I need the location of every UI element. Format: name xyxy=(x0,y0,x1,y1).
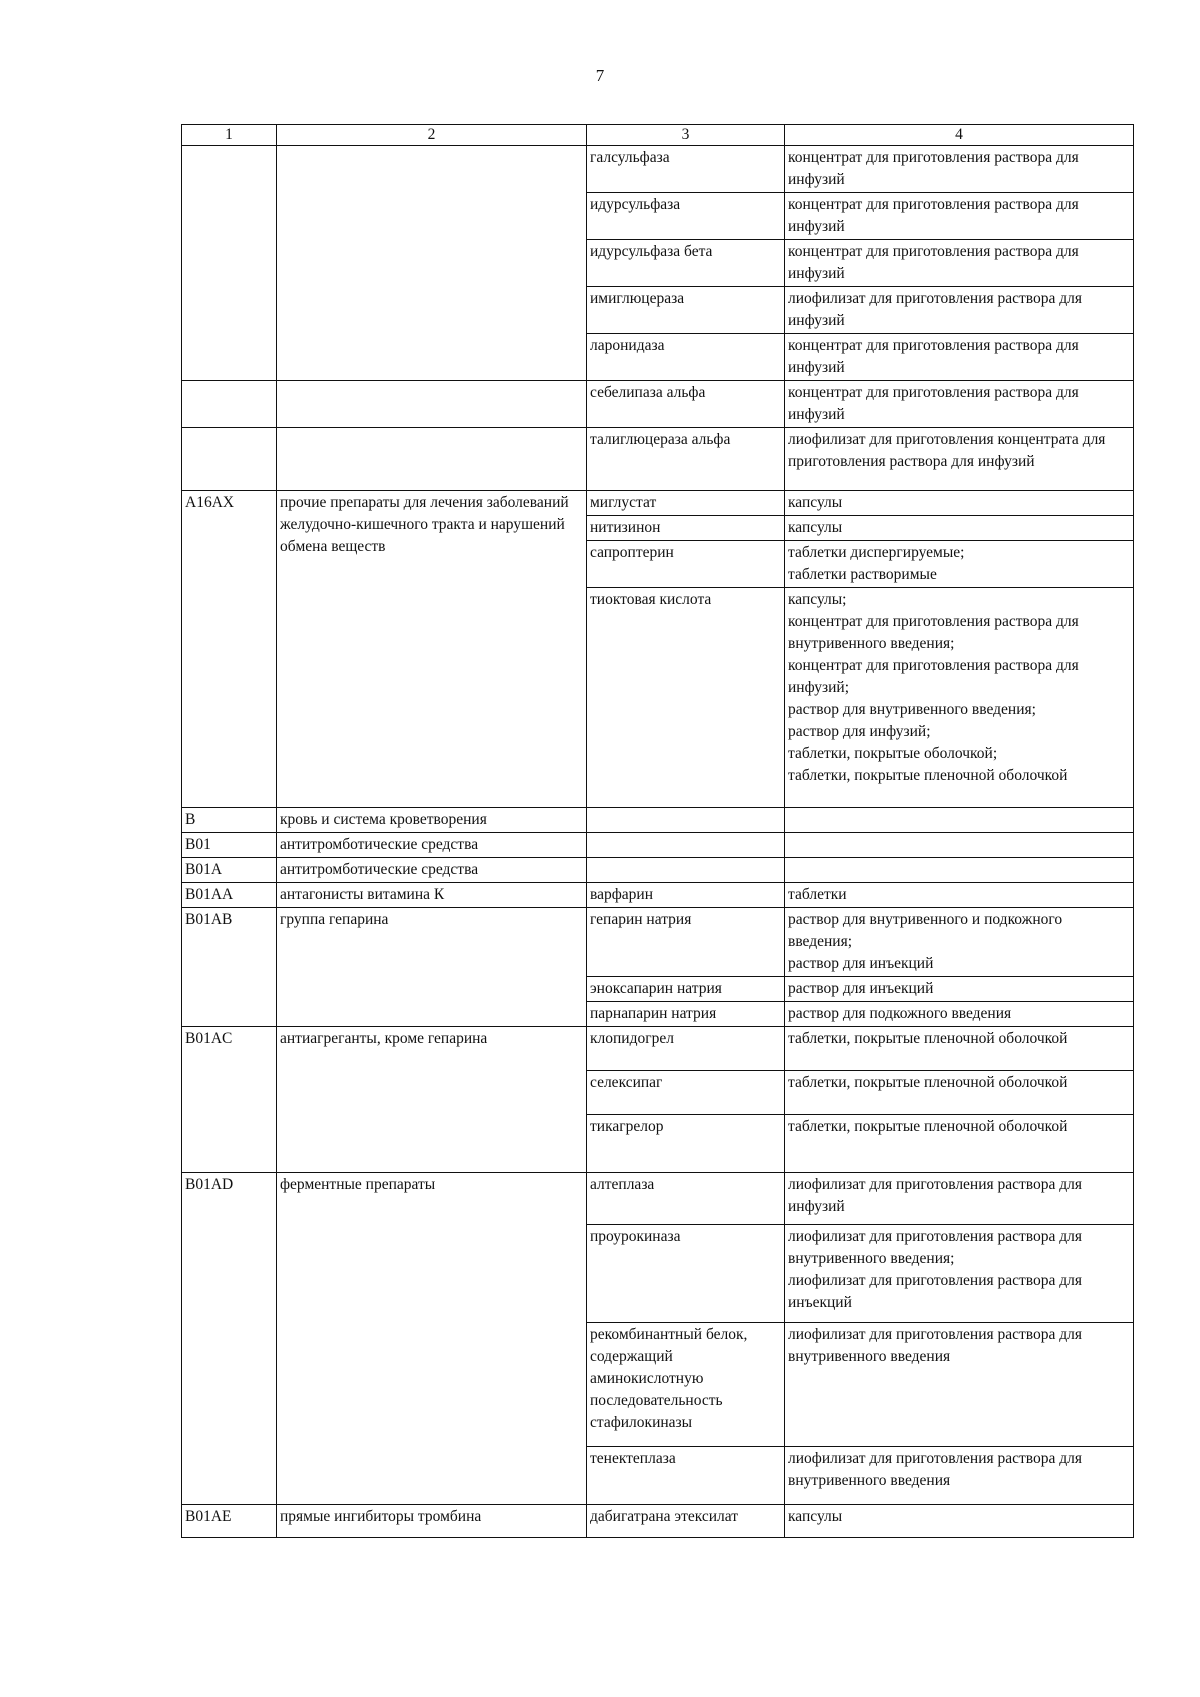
table-row xyxy=(182,883,1134,908)
atc-code-cell xyxy=(182,428,277,491)
table-row xyxy=(182,428,1134,491)
table-row xyxy=(182,381,1134,428)
group-name-cell xyxy=(277,428,587,491)
drug-name-cell xyxy=(587,833,785,858)
drug-name-cell: сапроптерин xyxy=(587,541,785,588)
drug-name-cell: варфарин xyxy=(587,883,785,908)
group-name-cell: группа гепарина xyxy=(277,908,587,1027)
dosage-form-cell: таблетки xyxy=(785,883,1134,908)
drug-name-cell: проурокиназа xyxy=(587,1225,785,1323)
table-row xyxy=(182,1173,1134,1225)
drug-name-cell: селексипаг xyxy=(587,1071,785,1115)
header-row xyxy=(182,125,1134,146)
dosage-form-cell: капсулы xyxy=(785,516,1134,541)
drug-name-cell: тенектеплаза xyxy=(587,1447,785,1505)
atc-code-cell: B xyxy=(182,808,277,833)
dosage-form-cell xyxy=(785,858,1134,883)
table-header xyxy=(182,125,1134,146)
atc-code-cell: B01AB xyxy=(182,908,277,1027)
drug-name-cell: идурсульфаза бета xyxy=(587,240,785,287)
group-name-cell: прямые ингибиторы тромбина xyxy=(277,1505,587,1538)
dosage-form-cell: лиофилизат для приготовления концентрата для приготовления раствора для инфузий xyxy=(785,428,1134,491)
dosage-form-cell: таблетки, покрытые пленочной оболочкой xyxy=(785,1071,1134,1115)
atc-code-cell xyxy=(182,146,277,381)
atc-code-cell xyxy=(182,381,277,428)
medication-table xyxy=(181,124,1134,1538)
table-row xyxy=(182,1027,1134,1071)
drug-name-cell: нитизинон xyxy=(587,516,785,541)
table-row xyxy=(182,146,1134,193)
dosage-form-cell xyxy=(785,808,1134,833)
dosage-form-cell: концентрат для приготовления раствора для инфузий xyxy=(785,334,1134,381)
drug-name-cell: миглустат xyxy=(587,491,785,516)
table-row xyxy=(182,1505,1134,1538)
header-col-2: 2 xyxy=(277,125,587,146)
dosage-form-cell: концентрат для приготовления раствора для инфузий xyxy=(785,146,1134,193)
group-name-cell xyxy=(277,146,587,381)
dosage-form-cell: капсулы xyxy=(785,491,1134,516)
dosage-form-cell: таблетки, покрытые пленочной оболочкой xyxy=(785,1115,1134,1173)
atc-code-cell: B01AE xyxy=(182,1505,277,1538)
table-body xyxy=(182,146,1134,1538)
dosage-form-cell: раствор для инъекций xyxy=(785,977,1134,1002)
atc-code-cell: B01AD xyxy=(182,1173,277,1505)
atc-code-cell: B01AA xyxy=(182,883,277,908)
dosage-form-cell: раствор для подкожного введения xyxy=(785,1002,1134,1027)
drug-name-cell: галсульфаза xyxy=(587,146,785,193)
group-name-cell: антагонисты витамина К xyxy=(277,883,587,908)
page-number: 7 xyxy=(595,66,605,85)
atc-code-cell: B01 xyxy=(182,833,277,858)
drug-name-cell: алтеплаза xyxy=(587,1173,785,1225)
drug-name-cell: парнапарин натрия xyxy=(587,1002,785,1027)
header-col-1: 1 xyxy=(182,125,277,146)
drug-name-cell: тикагрелор xyxy=(587,1115,785,1173)
drug-name-cell: имиглюцераза xyxy=(587,287,785,334)
group-name-cell: прочие препараты для лечения заболеваний желудочно-кишечного тракта и нарушений обмена веществ xyxy=(277,491,587,808)
table-row xyxy=(182,908,1134,977)
drug-name-cell: гепарин натрия xyxy=(587,908,785,977)
dosage-form-cell: раствор для внутривенного и подкожного введения; раствор для инъекций xyxy=(785,908,1134,977)
dosage-form-cell: лиофилизат для приготовления раствора для инфузий xyxy=(785,287,1134,334)
drug-name-cell: рекомбинантный белок, содержащий аминокислотную последовательность стафилокиназы xyxy=(587,1323,785,1447)
drug-name-cell xyxy=(587,858,785,883)
header-col-4: 4 xyxy=(785,125,1134,146)
drug-name-cell: себелипаза альфа xyxy=(587,381,785,428)
group-name-cell: антитромботические средства xyxy=(277,833,587,858)
dosage-form-cell xyxy=(785,833,1134,858)
drug-name-cell: тиоктовая кислота xyxy=(587,588,785,808)
dosage-form-cell: капсулы xyxy=(785,1505,1134,1538)
table-row xyxy=(182,858,1134,883)
group-name-cell: кровь и система кроветворения xyxy=(277,808,587,833)
dosage-form-cell: лиофилизат для приготовления раствора для внутривенного введения xyxy=(785,1447,1134,1505)
group-name-cell xyxy=(277,381,587,428)
dosage-form-cell: лиофилизат для приготовления раствора для внутривенного введения xyxy=(785,1323,1134,1447)
atc-code-cell: B01AC xyxy=(182,1027,277,1173)
group-name-cell: ферментные препараты xyxy=(277,1173,587,1505)
table-row xyxy=(182,833,1134,858)
header-col-3: 3 xyxy=(587,125,785,146)
dosage-form-cell: таблетки, покрытые пленочной оболочкой xyxy=(785,1027,1134,1071)
drug-name-cell: ларонидаза xyxy=(587,334,785,381)
dosage-form-cell: таблетки диспергируемые; таблетки растворимые xyxy=(785,541,1134,588)
dosage-form-cell: лиофилизат для приготовления раствора для инфузий xyxy=(785,1173,1134,1225)
dosage-form-cell: концентрат для приготовления раствора для инфузий xyxy=(785,240,1134,287)
drug-name-cell xyxy=(587,808,785,833)
dosage-form-cell: концентрат для приготовления раствора для инфузий xyxy=(785,381,1134,428)
table-row xyxy=(182,491,1134,516)
dosage-form-cell: концентрат для приготовления раствора для инфузий xyxy=(785,193,1134,240)
drug-name-cell: талиглюцераза альфа xyxy=(587,428,785,491)
drug-name-cell: дабигатрана этексилат xyxy=(587,1505,785,1538)
drug-name-cell: идурсульфаза xyxy=(587,193,785,240)
table-row xyxy=(182,808,1134,833)
drug-name-cell: клопидогрел xyxy=(587,1027,785,1071)
group-name-cell: антитромботические средства xyxy=(277,858,587,883)
atc-code-cell: B01A xyxy=(182,858,277,883)
atc-code-cell: A16AX xyxy=(182,491,277,808)
dosage-form-cell: капсулы; концентрат для приготовления раствора для внутривенного введения; концентрат для приготовления раствора для инфузий; раствор для внутривенного введения; раствор для инфузий; таблетки, покрытые оболочкой; таблетки, покрытые пленочной оболочкой xyxy=(785,588,1134,808)
group-name-cell: антиагреганты, кроме гепарина xyxy=(277,1027,587,1173)
drug-name-cell: эноксапарин натрия xyxy=(587,977,785,1002)
dosage-form-cell: лиофилизат для приготовления раствора для внутривенного введения; лиофилизат для приготовления раствора для инъекций xyxy=(785,1225,1134,1323)
